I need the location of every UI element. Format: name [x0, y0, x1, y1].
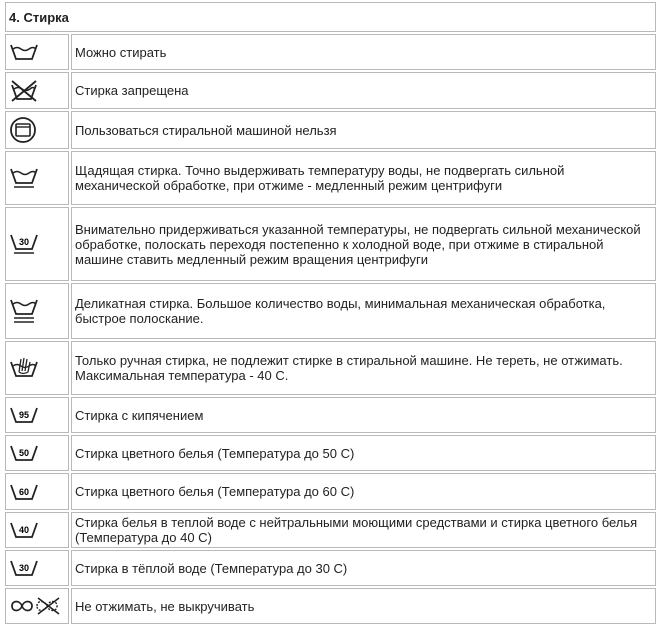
row-description: Стирка в тёплой воде (Температура до 30 С) — [71, 550, 656, 586]
hand-wash-icon — [9, 356, 39, 380]
row-description: Щадящая стирка. Точно выдерживать температуру воды, не подвергать сильной механической обработке, при отжиме - медленный режим центрифуги — [71, 151, 656, 205]
row-description: Стирка цветного белья (Температура до 60 С) — [71, 473, 656, 510]
row-description: Стирка с кипячением — [71, 397, 656, 433]
washtub-delicate-icon — [9, 297, 39, 325]
washtub-icon — [9, 42, 39, 62]
table-row — [5, 397, 656, 433]
washtub-gentle-icon — [9, 166, 39, 190]
table-row — [5, 72, 656, 109]
table-row — [5, 341, 656, 395]
icon-cell — [5, 473, 69, 510]
table-row — [5, 283, 656, 339]
table-row — [5, 207, 656, 281]
icon-cell — [5, 341, 69, 395]
icon-cell — [5, 435, 69, 471]
icon-cell — [5, 512, 69, 548]
temperature-label: 50 — [18, 448, 30, 458]
row-description: Пользоваться стиральной машиной нельзя — [71, 111, 656, 149]
icon-cell — [5, 72, 69, 109]
table-row — [5, 435, 656, 471]
icon-cell — [5, 550, 69, 586]
washing-machine-forbidden-icon — [9, 116, 39, 144]
icon-cell — [5, 397, 69, 433]
washtub-50-icon — [9, 443, 39, 463]
section-title: 4. Стирка — [5, 2, 656, 32]
row-description: Только ручная стирка, не подлежит стирке в стиральной машине. Не тереть, не отжимать. Максимальная температура - 40 С. — [71, 341, 656, 395]
table-row — [5, 512, 656, 548]
temperature-label: 95 — [18, 410, 30, 420]
washtub-crossed-icon — [9, 79, 39, 103]
washtub-30-gentle-icon — [9, 232, 39, 256]
icon-cell — [5, 111, 69, 149]
washtub-40-icon — [9, 520, 39, 540]
row-description: Можно стирать — [71, 34, 656, 70]
row-description: Деликатная стирка. Большое количество воды, минимальная механическая обработка, быстрое полоскание. — [71, 283, 656, 339]
row-description: Стирка белья в теплой воде с нейтральными моющими средствами и стирка цветного белья (Температура до 40 С) — [71, 512, 656, 548]
icon-cell — [5, 207, 69, 281]
washtub-30-icon — [9, 558, 39, 578]
icon-cell — [5, 283, 69, 339]
washtub-60-icon — [9, 482, 39, 502]
table-row — [5, 111, 656, 149]
row-description: Стирка запрещена — [71, 72, 656, 109]
row-description: Внимательно придерживаться указанной температуры, не подвергать сильной механической обработке, полоскать переходя постепенно к холодной воде, при отжиме в стиральной машине ставить медленный режим вращения центрифуги — [71, 207, 656, 281]
temperature-label: 30 — [18, 237, 30, 247]
row-description: Стирка цветного белья (Температура до 50 С) — [71, 435, 656, 471]
table-row — [5, 34, 656, 70]
table-row — [5, 550, 656, 586]
laundry-care-table — [3, 0, 658, 626]
temperature-label: 30 — [18, 563, 30, 573]
table-row — [5, 588, 656, 624]
icon-cell — [5, 34, 69, 70]
do-not-wring-icon — [9, 596, 65, 616]
table-row — [5, 473, 656, 510]
section-header-row — [5, 2, 656, 32]
icon-cell — [5, 588, 69, 624]
icon-cell — [5, 151, 69, 205]
temperature-label: 60 — [18, 486, 30, 497]
row-description: Не отжимать, не выкручивать — [71, 588, 656, 624]
table-row — [5, 151, 656, 205]
washtub-95-icon — [9, 405, 39, 425]
temperature-label: 40 — [18, 525, 30, 535]
